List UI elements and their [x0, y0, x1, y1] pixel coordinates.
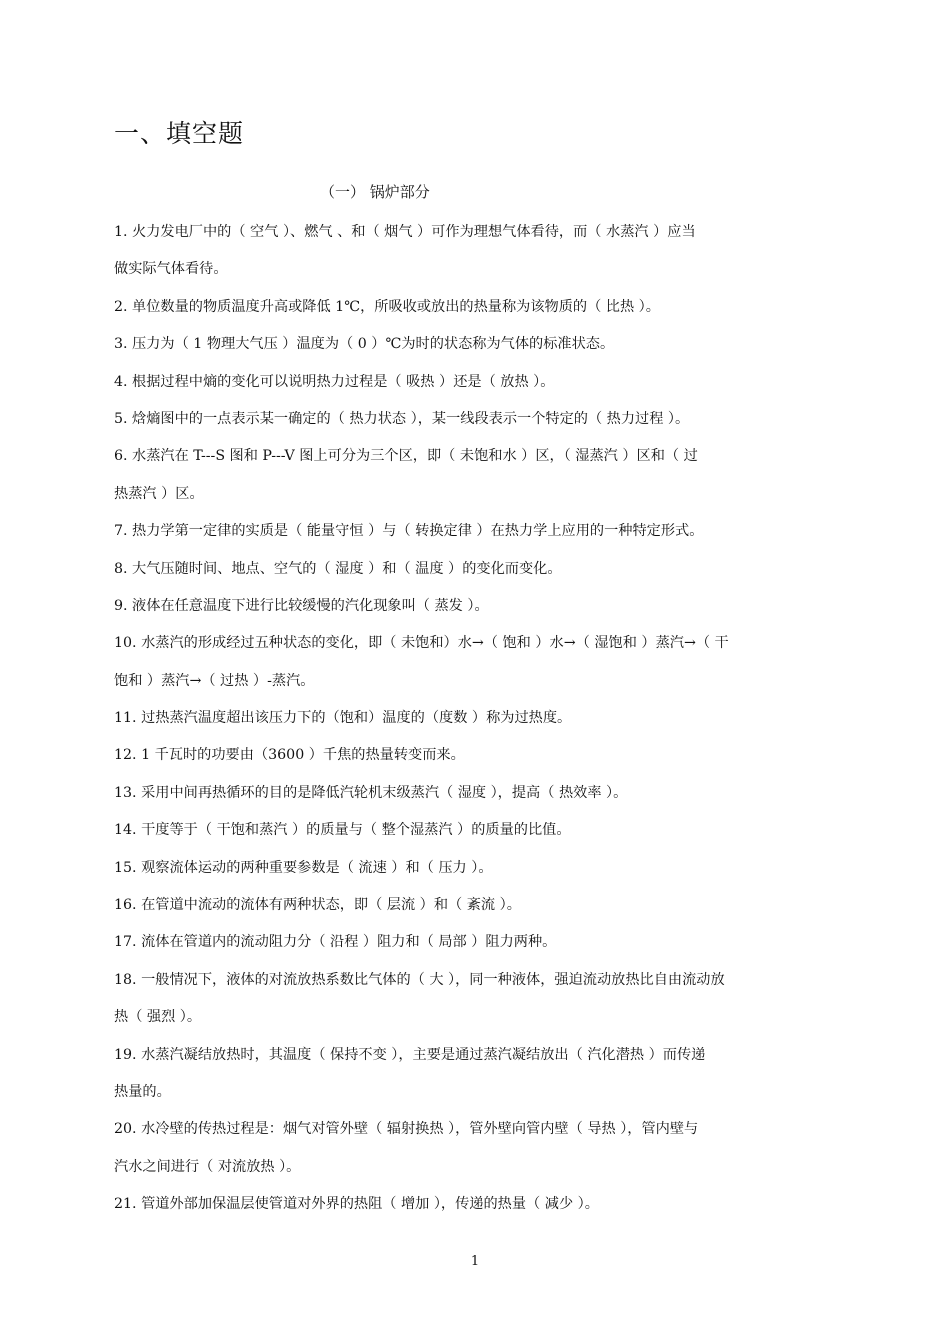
question-line: 做实际气体看待。: [114, 261, 228, 278]
question-line: 16. 在管道中流动的流体有两种状态，即（ 层流 ）和（ 紊流 ）。: [114, 897, 521, 914]
question-line: 1. 火力发电厂中的（ 空气 ）、燃气 、和（ 烟气 ）可作为理想气体看待，而（ 水蒸汽 ）应当: [114, 224, 696, 240]
question-line: 12. 1 千瓦时的功要由（3600 ）千焦的热量转变而来。: [114, 747, 465, 764]
question-line: 2. 单位数量的物质温度升高或降低 1℃，所吸收或放出的热量称为该物质的（ 比热 ）。: [114, 298, 660, 315]
question-line: 11. 过热蒸汽温度超出该压力下的（饱和）温度的（度数 ）称为过热度。: [114, 710, 572, 727]
question-line: 8. 大气压随时间、地点、空气的（ 湿度 ）和（ 温度 ）的变化而变化。: [114, 560, 562, 577]
question-line: 5. 焓熵图中的一点表示某一确定的（ 热力状态 ），某一线段表示一个特定的（ 热力过程 ）。: [114, 410, 690, 427]
question-line: 15. 观察流体运动的两种重要参数是（ 流速 ）和（ 压力 ）。: [114, 859, 493, 876]
question-line: 饱和 ）蒸汽→（ 过热 ）-蒸汽。: [114, 672, 315, 689]
question-line: 6. 水蒸汽在 T---S 图和 P---V 图上可分为三个区，即（ 未饱和水 ）区，（ 湿蒸汽 ）区和（ 过: [114, 448, 698, 465]
question-line: 4. 根据过程中熵的变化可以说明热力过程是（ 吸热 ）还是（ 放热 ）。: [114, 373, 555, 390]
subsection-heading: （一） 锅炉部分: [320, 183, 430, 201]
question-line: 14. 干度等于（ 干饱和蒸汽 ）的质量与（ 整个湿蒸汽 ）的质量的比值。: [114, 822, 571, 839]
question-line: 热（ 强烈 ）。: [114, 1009, 202, 1026]
question-line: 18. 一般情况下，液体的对流放热系数比气体的（ 大 ），同一种液体，强迫流动放热比自由流动放: [114, 971, 725, 988]
section-heading: 一、填空题: [114, 119, 245, 148]
question-line: 17. 流体在管道内的流动阻力分（ 沿程 ）阻力和（ 局部 ）阻力两种。: [114, 934, 557, 951]
question-line: 21. 管道外部加保温层使管道对外界的热阻（ 增加 ），传递的热量（ 减少 ）。: [114, 1196, 599, 1213]
question-line: 汽水之间进行（ 对流放热 ）。: [114, 1158, 301, 1175]
question-line: 9. 液体在任意温度下进行比较缓慢的汽化现象叫（ 蒸发 ）。: [114, 597, 489, 614]
question-line: 7. 热力学第一定律的实质是（ 能量守恒 ）与（ 转换定律 ）在热力学上应用的一种特定形式。: [114, 523, 704, 540]
question-line: 19. 水蒸汽凝结放热时，其温度（ 保持不变 ），主要是通过蒸汽凝结放出（ 汽化潜热 ）而传递: [114, 1046, 706, 1063]
question-line: 10. 水蒸汽的形成经过五种状态的变化，即（ 未饱和）水→（ 饱和 ）水→（ 湿饱和 ）蒸汽→（ 干: [114, 635, 729, 652]
question-line: 热量的。: [114, 1083, 171, 1100]
page-number: 1: [470, 1254, 480, 1269]
question-line: 13. 采用中间再热循环的目的是降低汽轮机末级蒸汽（ 湿度 ），提高（ 热效率 ）。: [114, 784, 628, 801]
question-line: 3. 压力为（ 1 物理大气压 ）温度为（ 0 ）℃为时的状态称为气体的标准状态。: [114, 336, 615, 353]
question-line: 热蒸汽 ）区。: [114, 485, 204, 502]
question-list: [114, 214, 848, 1224]
question-line: 20. 水冷壁的传热过程是：烟气对管外壁（ 辐射换热 ），管外壁向管内壁（ 导热 ），管内壁与: [114, 1121, 699, 1138]
